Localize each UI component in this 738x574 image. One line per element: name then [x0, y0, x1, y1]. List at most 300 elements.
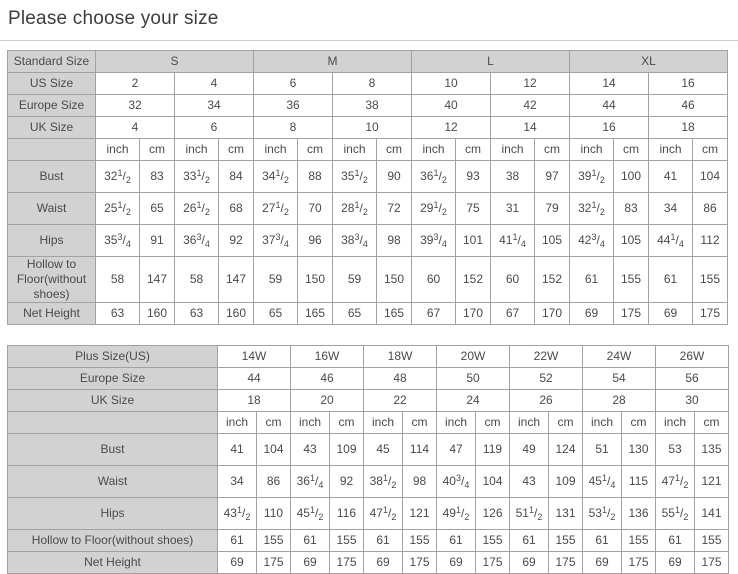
table-row [8, 51, 728, 73]
size-cell: 58 [96, 257, 140, 303]
title-divider [0, 40, 738, 41]
size-cell: 69 [583, 552, 622, 574]
size-cell: 72 [377, 193, 412, 225]
fraction-denominator: 2 [599, 175, 605, 185]
fraction-denominator: 4 [362, 239, 368, 249]
fraction-denominator: 4 [678, 239, 684, 249]
size-cell: $32^1/_2$ [96, 161, 140, 193]
fraction-numerator: 3 [117, 232, 123, 242]
fraction-denominator: 2 [204, 175, 210, 185]
size-cell: 90 [377, 161, 412, 193]
fraction-denominator: 2 [283, 207, 289, 217]
size-cell: 45 [364, 434, 403, 466]
size-cell: 4 [175, 73, 254, 95]
size-cell: $25^1/_2$ [96, 193, 140, 225]
size-cell: $44^1/_4$ [649, 225, 693, 257]
row-label: Bust [8, 161, 96, 193]
size-cell: XL [570, 51, 728, 73]
size-cell: 84 [219, 161, 254, 193]
size-cell: 170 [456, 303, 491, 325]
table-row [8, 225, 728, 257]
fraction-numerator: 3 [275, 232, 281, 242]
size-cell: 6 [254, 73, 333, 95]
fraction-denominator: 4 [125, 239, 131, 249]
fraction-denominator: 4 [318, 480, 324, 490]
size-cell: 110 [257, 498, 291, 530]
row-label: US Size [8, 73, 96, 95]
fraction-numerator: 1 [275, 168, 281, 178]
size-cell: 175 [403, 552, 437, 574]
size-cell: L [412, 51, 570, 73]
size-cell: 65 [333, 303, 377, 325]
size-cell: 30 [656, 390, 729, 412]
size-cell: $29^1/_2$ [412, 193, 456, 225]
size-cell: 31 [491, 193, 535, 225]
fraction-denominator: 2 [683, 480, 689, 490]
row-label: Waist [8, 466, 218, 498]
fraction-numerator: 1 [674, 473, 680, 483]
size-cell: 34 [175, 95, 254, 117]
size-cell: 68 [219, 193, 254, 225]
table-row [8, 139, 728, 161]
size-cell: 52 [510, 368, 583, 390]
fraction-numerator: 1 [117, 168, 123, 178]
row-label: Waist [8, 193, 96, 225]
size-cell: $35^3/_4$ [96, 225, 140, 257]
size-cell: $42^3/_4$ [570, 225, 614, 257]
fraction-numerator: 1 [433, 168, 439, 178]
size-cell: 61 [583, 530, 622, 552]
table-gap [7, 325, 731, 345]
unit-cell: inch [333, 139, 377, 161]
size-cell: 24W [583, 346, 656, 368]
fraction-numerator: 3 [455, 473, 461, 483]
size-cell: 28 [583, 390, 656, 412]
size-cell: 14 [491, 117, 570, 139]
size-cell: 42 [491, 95, 570, 117]
size-cell: 155 [695, 530, 729, 552]
size-cell: 22 [364, 390, 437, 412]
size-cell: 136 [622, 498, 656, 530]
size-cell: S [96, 51, 254, 73]
fraction-numerator: 1 [275, 200, 281, 210]
size-cell: 18 [218, 390, 291, 412]
unit-cell: inch [96, 139, 140, 161]
row-label: Hollow to Floor(without shoes) [8, 257, 96, 303]
size-cell: 69 [656, 552, 695, 574]
size-cell: 61 [570, 257, 614, 303]
size-cell: 65 [140, 193, 175, 225]
unit-cell: cm [257, 412, 291, 434]
row-label: UK Size [8, 390, 218, 412]
fraction-denominator: 2 [599, 207, 605, 217]
size-cell: 135 [695, 434, 729, 466]
size-cell: 46 [649, 95, 728, 117]
row-label: UK Size [8, 117, 96, 139]
unit-cell: inch [291, 412, 330, 434]
size-cell: 61 [656, 530, 695, 552]
size-cell: 51 [583, 434, 622, 466]
table-row [8, 434, 729, 466]
size-cell: 20 [291, 390, 364, 412]
size-cell: 61 [291, 530, 330, 552]
fraction-numerator: 3 [196, 232, 202, 242]
size-cell: $39^3/_4$ [412, 225, 456, 257]
size-cell: 104 [693, 161, 728, 193]
fraction-denominator: 2 [610, 512, 616, 522]
standard-size-table [7, 50, 728, 325]
row-label: Standard Size [8, 51, 96, 73]
size-cell: 14W [218, 346, 291, 368]
fraction-denominator: 2 [362, 175, 368, 185]
size-cell: 38 [491, 161, 535, 193]
size-cell: 112 [693, 225, 728, 257]
size-cell: 16 [649, 73, 728, 95]
fraction-numerator: 1 [455, 505, 461, 515]
size-cell: 61 [218, 530, 257, 552]
size-cell: 175 [257, 552, 291, 574]
unit-cell: cm [535, 139, 570, 161]
fraction-denominator: 2 [391, 480, 397, 490]
size-cell: 47 [437, 434, 476, 466]
size-cell: 93 [456, 161, 491, 193]
size-cell: 155 [614, 257, 649, 303]
size-cell: 26W [656, 346, 729, 368]
fraction-numerator: 1 [382, 473, 388, 483]
unit-cell: cm [695, 412, 729, 434]
fraction-denominator: 2 [204, 207, 210, 217]
fraction-numerator: 3 [591, 232, 597, 242]
unit-cell: inch [491, 139, 535, 161]
size-cell: 175 [693, 303, 728, 325]
size-cell: $36^3/_4$ [175, 225, 219, 257]
size-cell: 175 [622, 552, 656, 574]
row-label: Hips [8, 225, 96, 257]
size-cell: 26 [510, 390, 583, 412]
size-cell: 16 [570, 117, 649, 139]
fraction-numerator: 1 [601, 473, 607, 483]
size-cell: 67 [412, 303, 456, 325]
fraction-denominator: 2 [391, 512, 397, 522]
row-label: Hollow to Floor(without shoes) [8, 530, 218, 552]
size-cell: $34^1/_2$ [254, 161, 298, 193]
fraction-numerator: 1 [309, 505, 315, 515]
size-cell: $41^1/_4$ [491, 225, 535, 257]
size-cell: $28^1/_2$ [333, 193, 377, 225]
size-cell: 58 [175, 257, 219, 303]
size-cell: 20W [437, 346, 510, 368]
unit-cell: cm [219, 139, 254, 161]
size-cell: 175 [330, 552, 364, 574]
size-cell: 59 [254, 257, 298, 303]
size-cell: 61 [437, 530, 476, 552]
size-cell: 69 [291, 552, 330, 574]
size-cell: $36^1/_2$ [412, 161, 456, 193]
fraction-denominator: 4 [283, 239, 289, 249]
size-cell: 152 [535, 257, 570, 303]
size-cell: $39^1/_2$ [570, 161, 614, 193]
size-cell: 126 [476, 498, 510, 530]
size-cell: 43 [510, 466, 549, 498]
row-label [8, 412, 218, 434]
size-cell: 56 [656, 368, 729, 390]
size-cell: 69 [649, 303, 693, 325]
row-label: Europe Size [8, 368, 218, 390]
size-cell: 175 [549, 552, 583, 574]
size-cell: 155 [622, 530, 656, 552]
size-cell: 69 [570, 303, 614, 325]
fraction-denominator: 2 [283, 175, 289, 185]
size-cell: 131 [549, 498, 583, 530]
size-cell: $45^1/_4$ [583, 466, 622, 498]
size-cell: 22W [510, 346, 583, 368]
size-cell: $38^3/_4$ [333, 225, 377, 257]
size-cell: $47^1/_2$ [656, 466, 695, 498]
size-cell: 16W [291, 346, 364, 368]
size-cell: $53^1/_2$ [583, 498, 622, 530]
size-cell: 100 [614, 161, 649, 193]
row-label: Europe Size [8, 95, 96, 117]
table-row [8, 466, 729, 498]
fraction-denominator: 2 [125, 207, 131, 217]
size-cell: 59 [333, 257, 377, 303]
fraction-numerator: 1 [354, 168, 360, 178]
size-cell: 150 [377, 257, 412, 303]
fraction-denominator: 2 [441, 175, 447, 185]
size-cell: $38^1/_2$ [364, 466, 403, 498]
size-cell: 61 [364, 530, 403, 552]
size-cell: 170 [535, 303, 570, 325]
size-cell: $45^1/_2$ [291, 498, 330, 530]
fraction-denominator: 2 [441, 207, 447, 217]
size-cell: 92 [219, 225, 254, 257]
size-cell: 8 [333, 73, 412, 95]
fraction-numerator: 3 [354, 232, 360, 242]
size-cell: 165 [298, 303, 333, 325]
unit-cell: cm [614, 139, 649, 161]
size-cell: 18W [364, 346, 437, 368]
size-cell: 155 [476, 530, 510, 552]
table-row [8, 117, 728, 139]
table-row [8, 161, 728, 193]
size-cell: M [254, 51, 412, 73]
size-cell: 38 [333, 95, 412, 117]
unit-cell: cm [456, 139, 491, 161]
size-cell: 98 [403, 466, 437, 498]
size-cell: 155 [403, 530, 437, 552]
size-cell: 36 [254, 95, 333, 117]
table-row [8, 257, 728, 303]
size-cell: 69 [364, 552, 403, 574]
table-row [8, 346, 729, 368]
size-cell: $51^1/_2$ [510, 498, 549, 530]
size-cell: 155 [693, 257, 728, 303]
size-cell: 130 [622, 434, 656, 466]
size-cell: 83 [140, 161, 175, 193]
fraction-numerator: 1 [196, 168, 202, 178]
size-cell: 12 [491, 73, 570, 95]
fraction-numerator: 1 [236, 505, 242, 515]
fraction-numerator: 1 [591, 200, 597, 210]
size-cell: 43 [291, 434, 330, 466]
fraction-numerator: 1 [670, 232, 676, 242]
row-label: Hips [8, 498, 218, 530]
unit-cell: cm [140, 139, 175, 161]
size-cell: 88 [298, 161, 333, 193]
size-cell: $40^3/_4$ [437, 466, 476, 498]
size-cell: 175 [476, 552, 510, 574]
size-cell: 48 [364, 368, 437, 390]
size-cell: $35^1/_2$ [333, 161, 377, 193]
unit-cell: cm [403, 412, 437, 434]
size-cell: 79 [535, 193, 570, 225]
unit-cell: inch [510, 412, 549, 434]
size-cell: 41 [218, 434, 257, 466]
size-cell: 63 [96, 303, 140, 325]
unit-cell: inch [583, 412, 622, 434]
page-title: Please choose your size [8, 8, 219, 29]
size-cell: 50 [437, 368, 510, 390]
unit-cell: inch [412, 139, 456, 161]
fraction-denominator: 4 [464, 480, 470, 490]
size-cell: $33^1/_2$ [175, 161, 219, 193]
size-cell: 109 [549, 466, 583, 498]
size-cell: 10 [333, 117, 412, 139]
table-row [8, 390, 729, 412]
size-cell: 69 [437, 552, 476, 574]
fraction-numerator: 1 [674, 505, 680, 515]
fraction-denominator: 4 [520, 239, 526, 249]
table-row [8, 95, 728, 117]
size-cell: 61 [510, 530, 549, 552]
fraction-denominator: 4 [599, 239, 605, 249]
size-cell: 155 [549, 530, 583, 552]
size-cell: 12 [412, 117, 491, 139]
size-cell: 53 [656, 434, 695, 466]
fraction-numerator: 1 [601, 505, 607, 515]
size-cell: 155 [257, 530, 291, 552]
size-cell: 101 [456, 225, 491, 257]
size-cell: $43^1/_2$ [218, 498, 257, 530]
unit-cell: inch [649, 139, 693, 161]
table-row [8, 368, 729, 390]
size-cell: $55^1/_2$ [656, 498, 695, 530]
unit-cell: inch [570, 139, 614, 161]
size-cell: 105 [535, 225, 570, 257]
size-cell: 86 [257, 466, 291, 498]
size-cell: 10 [412, 73, 491, 95]
size-cell: 160 [140, 303, 175, 325]
size-cell: 4 [96, 117, 175, 139]
size-cell: 75 [456, 193, 491, 225]
unit-cell: inch [254, 139, 298, 161]
fraction-denominator: 2 [537, 512, 543, 522]
size-cell: 105 [614, 225, 649, 257]
size-cell: 147 [219, 257, 254, 303]
table-row [8, 412, 729, 434]
size-cell: 175 [614, 303, 649, 325]
size-cell: 152 [456, 257, 491, 303]
size-cell: 104 [257, 434, 291, 466]
unit-cell: cm [330, 412, 364, 434]
size-cell: 54 [583, 368, 656, 390]
size-cell: $26^1/_2$ [175, 193, 219, 225]
size-cell: 44 [570, 95, 649, 117]
size-cell: 91 [140, 225, 175, 257]
size-cell: 49 [510, 434, 549, 466]
size-cell: 60 [412, 257, 456, 303]
fraction-denominator: 4 [204, 239, 210, 249]
size-cell: 63 [175, 303, 219, 325]
size-cell: 34 [218, 466, 257, 498]
size-cell: $32^1/_2$ [570, 193, 614, 225]
table-row [8, 530, 729, 552]
unit-cell: inch [218, 412, 257, 434]
size-cell: 32 [96, 95, 175, 117]
unit-cell: cm [622, 412, 656, 434]
unit-cell: cm [377, 139, 412, 161]
size-cell: 121 [695, 466, 729, 498]
size-cell: 150 [298, 257, 333, 303]
fraction-denominator: 2 [245, 512, 251, 522]
size-cell: 97 [535, 161, 570, 193]
size-cell: 141 [695, 498, 729, 530]
size-cell: 116 [330, 498, 364, 530]
size-cell: 104 [476, 466, 510, 498]
size-cell: 115 [622, 466, 656, 498]
size-cell: 8 [254, 117, 333, 139]
size-cell: 60 [491, 257, 535, 303]
size-cell: $47^1/_2$ [364, 498, 403, 530]
size-cell: 14 [570, 73, 649, 95]
size-cell: $36^1/_4$ [291, 466, 330, 498]
fraction-numerator: 1 [528, 505, 534, 515]
table-row [8, 498, 729, 530]
size-cell: 61 [649, 257, 693, 303]
size-cell: 70 [298, 193, 333, 225]
row-label: Bust [8, 434, 218, 466]
size-cell: 46 [291, 368, 364, 390]
unit-cell: cm [476, 412, 510, 434]
fraction-numerator: 1 [433, 200, 439, 210]
fraction-numerator: 3 [433, 232, 439, 242]
fraction-numerator: 1 [117, 200, 123, 210]
fraction-denominator: 4 [441, 239, 447, 249]
size-cell: 160 [219, 303, 254, 325]
size-cell: $49^1/_2$ [437, 498, 476, 530]
fraction-denominator: 2 [318, 512, 324, 522]
unit-cell: cm [549, 412, 583, 434]
fraction-denominator: 2 [125, 175, 131, 185]
fraction-numerator: 1 [196, 200, 202, 210]
table-row [8, 303, 728, 325]
size-cell: 114 [403, 434, 437, 466]
size-cell: $37^3/_4$ [254, 225, 298, 257]
size-cell: 24 [437, 390, 510, 412]
table-row [8, 73, 728, 95]
fraction-denominator: 2 [683, 512, 689, 522]
plus-size-table [7, 345, 729, 574]
unit-cell: cm [693, 139, 728, 161]
size-cell: 41 [649, 161, 693, 193]
size-cell: 65 [254, 303, 298, 325]
size-cell: 98 [377, 225, 412, 257]
fraction-numerator: 1 [591, 168, 597, 178]
size-cell: 34 [649, 193, 693, 225]
size-cell: 119 [476, 434, 510, 466]
size-cell: 121 [403, 498, 437, 530]
size-cell: $27^1/_2$ [254, 193, 298, 225]
